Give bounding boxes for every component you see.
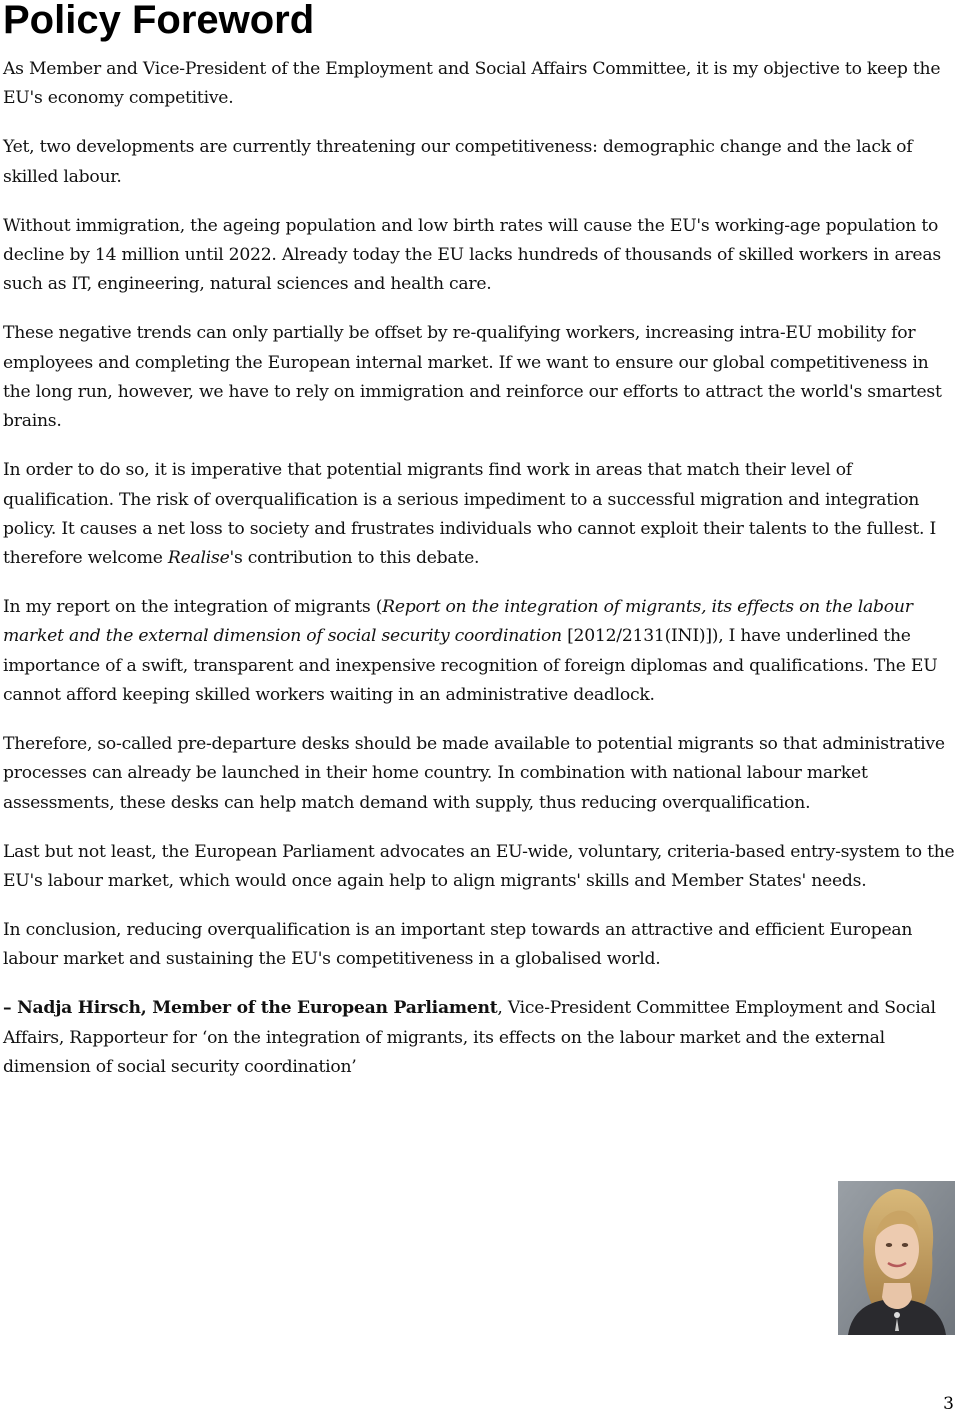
signature [3,994,955,1082]
realise-name: Realise [167,548,230,569]
paragraph-text: 's contribution to this debate. [229,548,480,569]
author-portrait [838,1181,955,1335]
paragraph-overqualification [3,456,955,573]
signature-name: Nadja Hirsch, Member of the European Parliament [17,998,498,1019]
page-number: 3 [943,1394,954,1414]
paragraph-developments: Yet, two developments are currently threatening our competitiveness: demographic change and the lack of skilled labour. [3,137,913,187]
paragraph-immigration: Without immigration, the ageing population and low birth rates will cause the EU's working-age population to decline by 14 million until 2022. Already today the EU lacks hundreds of thousands of skilled workers in areas such as IT, engineering, natural sciences and health care. [3,215,941,295]
signature-role: , Vice-President Committee Employment and Social Affairs, Rapporteur for ‘on the integration of migrants, its effects on the labour market and the external dimension of social security coordination’ [3,998,936,1077]
paragraph-text: In my report on the integration of migrants ( [3,597,383,618]
paragraph-conclusion: In conclusion, reducing overqualification is an important step towards an attractive and efficient European labour market and sustaining the EU's competitiveness in a globalised world. [3,920,913,970]
foreword-body [3,55,955,1082]
paragraph-report [3,593,955,710]
paragraph-text: In order to do so, it is imperative that potential migrants find work in areas that match their level of qualification. The risk of overqualification is a serious impediment to a successful migration and integration policy. It causes a net loss to society and frustrates individuals who cannot exploit their talents to the fullest. I therefore welcome [3,460,937,569]
signature-dash: – [3,998,18,1019]
page-title: Policy Foreword [3,0,315,42]
paragraph-entry-system: Last but not least, the European Parliament advocates an EU-wide, voluntary, criteria-based entry-system to the EU's labour market, which would once again help to align migrants' skills and Member States' needs. [3,841,955,892]
report-title: Report on the integration of migrants, its effects on the labour market and the external dimension of social security coordination [3,597,913,647]
paragraph-intro: As Member and Vice-President of the Employment and Social Affairs Committee, it is my objective to keep the EU's economy competitive. [3,59,941,109]
paragraph-text: [2012/2131(INI)]), I have underlined the importance of a swift, transparent and inexpensive recognition of foreign diplomas and qualifications. The EU cannot afford keeping skilled workers waiting in an administrative deadlock. [3,626,938,706]
paragraph-negative-trends: These negative trends can only partially be offset by re-qualifying workers, increasing intra-EU mobility for employees and completing the European internal market. If we want to ensure our global competitiveness in the long run, however, we have to rely on immigration and reinforce our efforts to attract the world's smartest brains. [3,323,942,432]
paragraph-pre-departure: Therefore, so-called pre-departure desks should be made available to potential migrants so that administrative processes can already be launched in their home country. In combination with national labour market assessments, these desks can help match demand with supply, thus reducing overqualification. [3,734,945,813]
signature-author [3,998,497,1018]
